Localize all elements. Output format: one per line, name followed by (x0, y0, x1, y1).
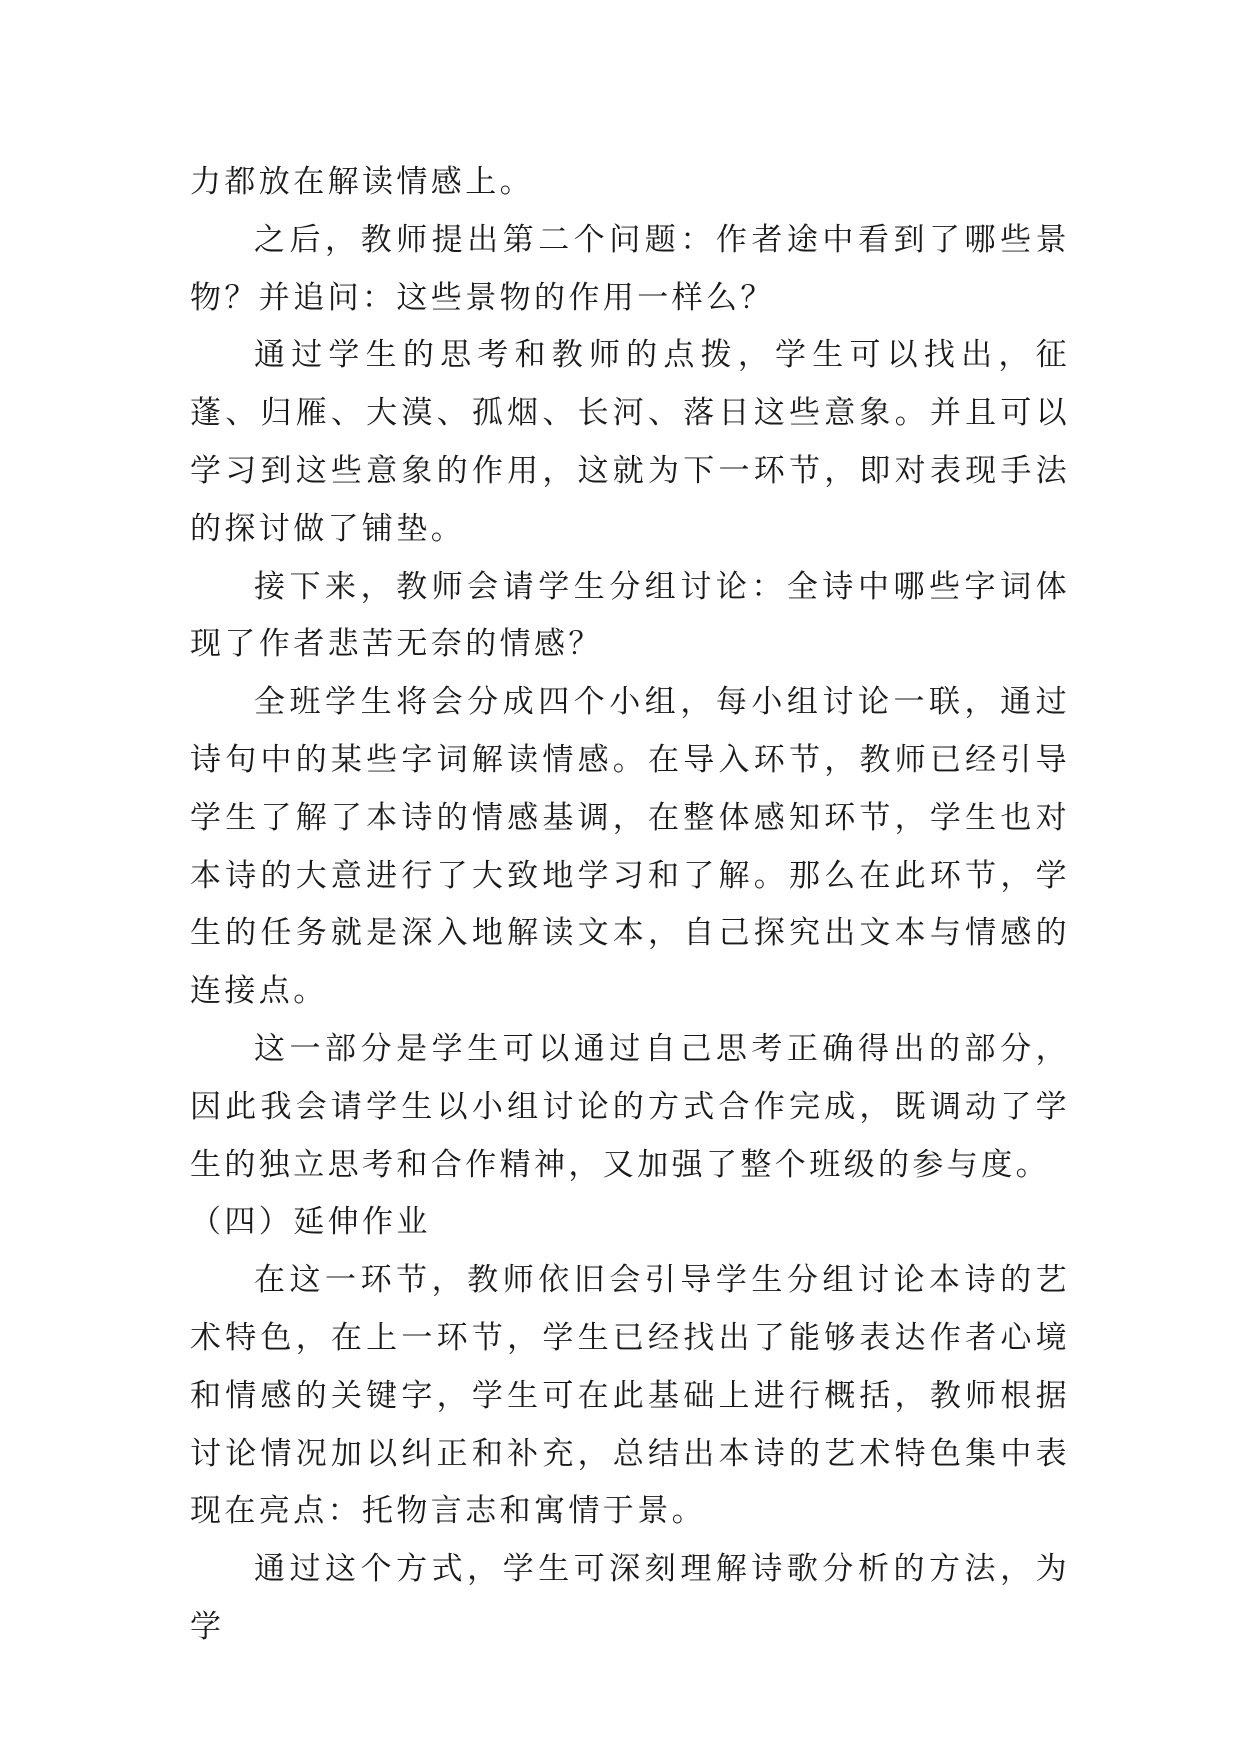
paragraph-group-discussion: 接下来，教师会请学生分组讨论：全诗中哪些字词体现了作者悲苦无奈的情感？ (190, 568, 1070, 663)
document-body (190, 154, 1070, 1657)
paragraph-continuation: 力都放在解读情感上。 (190, 164, 534, 200)
paragraph-groups: 全班学生将会分成四个小组，每小组讨论一联，通过诗句中的某些字词解读情感。在导入环节，教师已经引导学生了解了本诗的情感基调，在整体感知环节，学生也对本诗的大意进行了大致地学习和了解。那么在此环节，学生的任务就是深入地解读文本，自己探究出文本与情感的连接点。 (190, 684, 1070, 1010)
paragraph-second-question: 之后，教师提出第二个问题：作者途中看到了哪些景物？并追问：这些景物的作用一样么？ (190, 221, 1070, 316)
paragraph-art-features: 在这一环节，教师依旧会引导学生分组讨论本诗的艺术特色，在上一环节，学生已经找出了能够表达作者心境和情感的关键字，学生可在此基础上进行概括，教师根据讨论情况加以纠正和补充，总结出本诗的艺术特色集中表现在亮点：托物言志和寓情于景。 (190, 1262, 1070, 1530)
paragraph-imagery: 通过学生的思考和教师的点拨，学生可以找出，征蓬、归雁、大漠、孤烟、长河、落日这些意象。并且可以学习到这些意象的作用，这就为下一环节，即对表现手法的探讨做了铺垫。 (190, 337, 1070, 547)
paragraph-cooperation: 这一部分是学生可以通过自己思考正确得出的部分，因此我会请学生以小组讨论的方式合作完成，既调动了学生的独立思考和合作精神，又加强了整个班级的参与度。 (190, 1030, 1070, 1183)
paragraph-method: 通过这个方式，学生可深刻理解诗歌分析的方法，为学 (190, 1551, 1070, 1645)
section-heading-extension-homework: （四）延伸作业 (190, 1204, 431, 1241)
